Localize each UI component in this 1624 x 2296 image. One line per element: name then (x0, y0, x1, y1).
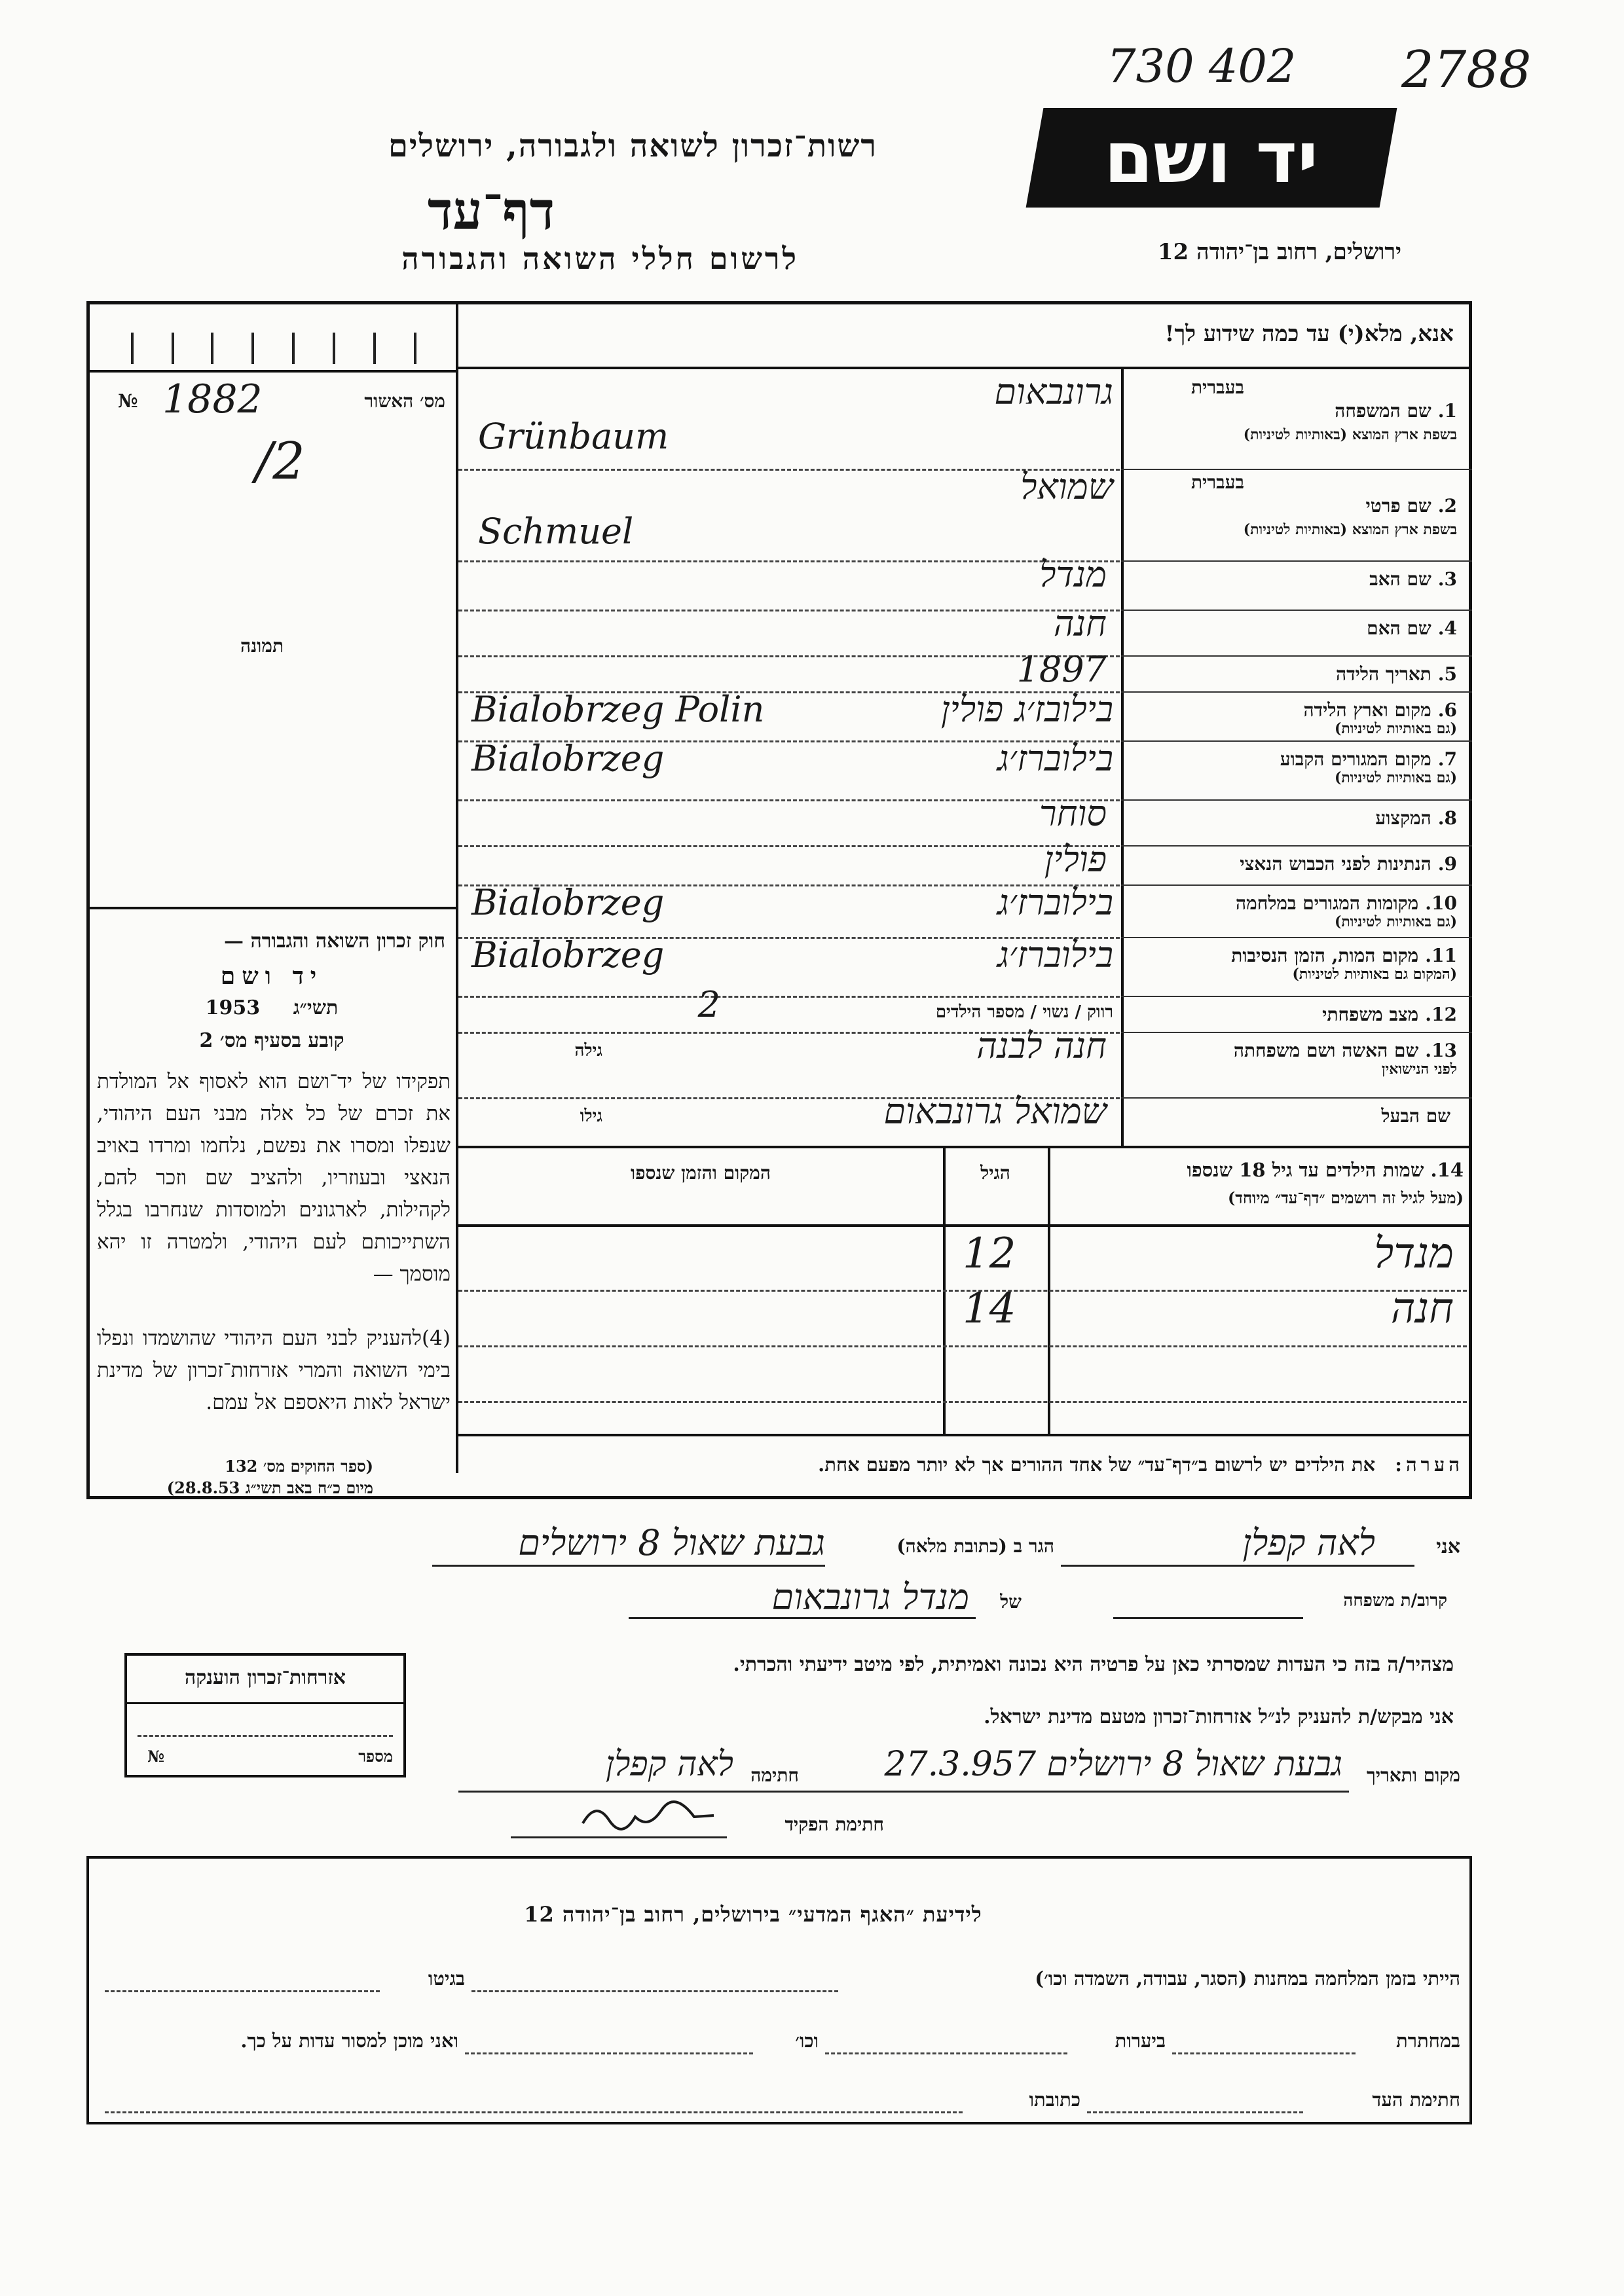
field-value: שמואל גרונבאום (883, 1091, 1107, 1132)
clerk-signature-scribble (576, 1797, 720, 1836)
marital-status-options: רווק / נשוי / מספר הילדים (935, 1002, 1113, 1022)
citizenship-title: אזרחות־זכרון הוענקה (184, 1666, 346, 1689)
field-latin-value: Schmuel (478, 511, 634, 552)
bottom-line1-ghetto: בגיטו (428, 1967, 465, 1990)
child-age: 12 (963, 1230, 1016, 1278)
field-label-text: המקצוע (1375, 807, 1431, 829)
bottom-title: לידיעת ״האגף המדעי״ בירושלים, רחוב בן־יהודה 12 (524, 1902, 982, 1927)
bottom-line3-address: כתובתו (1029, 2088, 1080, 2111)
law-year-hebrew: תשי״ג (293, 996, 339, 1019)
approval-tick (251, 333, 254, 364)
children-row-line (458, 1401, 1467, 1403)
approval-number: 1882 (162, 376, 263, 422)
field-hebrew-value: שמואל (1020, 466, 1113, 507)
clerk-signature-line (511, 1836, 727, 1838)
bottom-line2-blank1 (1172, 2052, 1356, 2054)
note-label: הערה: (1395, 1453, 1464, 1476)
children-number: 14. (1430, 1159, 1464, 1181)
approval-tick (333, 333, 335, 364)
label-row-divider (1121, 884, 1472, 886)
field-value: חנה לבנה (976, 1025, 1107, 1066)
field-label (1126, 617, 1457, 640)
field-label-text: מקום המות, הזמן הנסיבות (1231, 945, 1419, 966)
field-value: סוחר (1039, 793, 1107, 834)
children-place-header: המקום והזמן שנספו (631, 1162, 771, 1184)
field-number: 2. (1437, 495, 1457, 517)
label-row-divider (1121, 799, 1472, 801)
place-date-value: גבעת שאול 8 ירושלים 27.3.957 (884, 1745, 1342, 1784)
children-age-header: הגיל (980, 1162, 1010, 1184)
field-sublabel: (המקום גם באותיות לטיניות) (1292, 966, 1457, 983)
photo-label: תמונה (240, 635, 284, 657)
field-label (1126, 495, 1457, 517)
field-label-text: שם האב (1369, 568, 1431, 590)
field-label (1126, 663, 1457, 685)
label-row-divider (1121, 740, 1472, 742)
field-label-text: מקום וארץ הלידה (1303, 699, 1431, 721)
approval-number-label: מס׳ האשור (364, 390, 445, 412)
clerk-signature-label: חתימת הפקיד (784, 1813, 884, 1835)
handwritten-file-number: 2788 (1401, 41, 1532, 100)
field-label-text: שם האשה ושם משפחתה (1233, 1040, 1419, 1061)
declarant-name-line (1061, 1565, 1414, 1567)
field-value: 1897 (1016, 649, 1107, 690)
field-hebrew-value: בילובז׳ג פולין (940, 689, 1113, 730)
children-count-value: 2 (697, 984, 720, 1025)
form-subtitle: לרשום חללי השואה והגבורה (401, 241, 799, 276)
field-sublabel: (גם באותיות לטיניות) (1334, 913, 1457, 930)
field-label (1126, 807, 1457, 829)
field-number: 12. (1425, 1004, 1457, 1025)
citizenship-prefix: № (147, 1747, 165, 1766)
bottom-line2-etc: וכו׳ (795, 2030, 819, 2052)
field-number: 3. (1437, 568, 1457, 590)
form-title: דף־עד (427, 180, 555, 242)
bottom-line1-blank2 (105, 1990, 380, 1992)
declarant-relation-value: מנדל גרונבאום (771, 1576, 969, 1618)
field-label-text: שם האם (1367, 617, 1431, 639)
institution-address: ירושלים, רחוב בן־יהודה 12 (1157, 239, 1401, 265)
bottom-line3-blank1 (1087, 2111, 1303, 2113)
field-sublabel: לפני הנישואין (1381, 1061, 1457, 1078)
bottom-line1-text: הייתי בזמן המלחמה במחנות (הסגר, עבודה, השמדה וכו׳) (1035, 1967, 1460, 1990)
approval-tick (414, 333, 416, 364)
instruction-divider (458, 367, 1472, 369)
field-label-text: הנתינות לפני הכבוש הנאצי (1240, 853, 1431, 875)
bottom-line3-witness-signature: חתימת העד (1372, 2088, 1460, 2111)
field-label (1126, 699, 1457, 721)
law-body-continued: (4)להעניק לבני העם היהודי שהושמדו ונפלו בימי השואה והמרי אזרחות־זכרון של מדינת ישראל לאות היאספם אל עמם. (97, 1326, 451, 1414)
field-number: 9. (1437, 853, 1457, 875)
bottom-line2-blank3 (465, 2052, 753, 2054)
label-row-divider (1121, 996, 1472, 997)
place-date-label: מקום ותאריך (1366, 1764, 1460, 1786)
field-label (1126, 1004, 1457, 1026)
label-row-divider (1121, 655, 1472, 657)
citizenship-line (138, 1735, 393, 1737)
label-row-divider (1121, 937, 1472, 938)
children-top-border (456, 1146, 1472, 1148)
bottom-line2-forests: ביערות (1115, 2030, 1166, 2052)
declarant-relation-label: קרוב/ת משפחה (1343, 1591, 1447, 1611)
bottom-line2-testimony: ואני מוכן למסור עדות על כך. (240, 2030, 458, 2052)
child-age: 14 (963, 1285, 1016, 1333)
declarant-address: גבעת שאול 8 ירושלים (518, 1522, 825, 1563)
field-number: 4. (1437, 617, 1457, 639)
children-note-border (456, 1434, 1472, 1436)
law-body: תפקידו של יד־ושם הוא לאסוף אל המולדת את זכרם של כל אלה מבני העם היהודי, שנפלו ומסרו את נפשם, נלחמו ומרדו באויב הנאצי ובעוזריו, ולהציב שם וזכר להם, לקהילות, לארגונים ולמוסדות שנחרבו בגלל השתייכותם לעם היהודי, ולמטרה זו יהא מוסמך — (97, 1070, 451, 1286)
children-note (465, 1453, 1464, 1476)
declarant-request: אני מבקש/ת להעניק לנ״ל אזרחות־זכרון מטעם מדינת ישראל. (984, 1705, 1454, 1728)
field-label (1126, 853, 1457, 875)
note-text: את הילדים יש לרשום ב״דף־עד״ של אחד ההורים אך לא יותר מפעם אחת. (818, 1453, 1376, 1476)
declarant-relation-line (1113, 1617, 1303, 1619)
declarant-i-label: אני (1436, 1535, 1460, 1558)
field-hebrew-label: בעברית (1190, 471, 1244, 493)
field-row-line (458, 996, 1120, 998)
field-label (1126, 1040, 1457, 1062)
law-year-number: 1953 (205, 996, 261, 1019)
field-value: מנדל (1039, 554, 1107, 595)
approval-divider (86, 370, 458, 373)
declarant-relation-value-line (629, 1617, 976, 1619)
approval-tick (373, 333, 376, 364)
field-latin-value: Bialobrzeg (471, 934, 665, 975)
declarant-declaration: מצהיר/ה בזה כי העדות שמסרתי כאן על פרטיה היא נכונה ואמיתית, לפי מיטב ידיעתי והכרתי. (733, 1653, 1454, 1676)
declarant-address-line (432, 1565, 825, 1567)
label-row-divider (1121, 610, 1472, 611)
bottom-line1-blank (471, 1990, 838, 1992)
law-footnote-date: מיום כ״ח באב תשי״ג 28.8.53) (166, 1478, 373, 1497)
field-latin-value: Bialobrzeg Polin (471, 689, 765, 730)
field-value: חנה (1053, 603, 1107, 644)
label-row-divider (1121, 1097, 1472, 1099)
field-number: 6. (1437, 699, 1457, 721)
field-sublabel: בשפת ארץ המוצא (באותיות לטיניות) (1243, 426, 1457, 443)
label-row-divider (1121, 560, 1472, 562)
field-label-divider (1121, 367, 1124, 1146)
field-label-text: שם פרטי (1365, 495, 1431, 517)
field-label (1126, 400, 1457, 422)
field-label (1126, 945, 1457, 967)
field-latin-value: Bialobrzeg (471, 882, 665, 923)
field-label-text: מצב משפחתי (1322, 1004, 1419, 1025)
label-row-divider (1121, 691, 1472, 693)
signature-label: חתימה (750, 1764, 799, 1786)
field-label (1126, 568, 1457, 591)
label-row-divider (1121, 469, 1472, 470)
approval-tick (172, 333, 174, 364)
declarant-of-label: של (1000, 1591, 1022, 1613)
field-number: 13. (1425, 1040, 1457, 1061)
children-title: שמות הילדים עד גיל 18 שנספו (1187, 1159, 1424, 1181)
approval-tick (131, 333, 134, 364)
field-value: פולין (1044, 839, 1107, 880)
photo-divider (86, 907, 458, 909)
law-year (98, 996, 445, 1019)
bottom-line3-blank2 (105, 2111, 963, 2113)
approval-number-prefix: № (118, 390, 138, 412)
field-sublabel: (גם באותיות לטיניות) (1334, 769, 1457, 786)
law-title: חוק זכרון השואה והגבורה — (224, 930, 445, 953)
approval-number-sub: /2 (255, 432, 305, 491)
age-label: גילה (574, 1041, 602, 1061)
field-label-text: מקום המגורים הקבוע (1280, 748, 1431, 770)
field-hebrew-value: בילוברז׳ג (997, 882, 1113, 923)
label-row-divider (1121, 1032, 1472, 1033)
law-logo: יד ושם (220, 962, 323, 990)
declarant-signature: לאה קפלן (605, 1745, 733, 1784)
field-label-text: שם המשפחה (1335, 400, 1431, 422)
logo-text: יד ושם (1104, 117, 1319, 199)
field-sublabel: (גם באותיות לטיניות) (1334, 720, 1457, 737)
field-sublabel: בשפת ארץ המוצא (באותיות לטיניות) (1243, 521, 1457, 538)
label-row-divider (1121, 845, 1472, 847)
handwritten-reference-number: 730 402 (1107, 39, 1297, 93)
approval-tick (211, 333, 213, 364)
age-label: גילו (580, 1106, 602, 1126)
place-date-line (458, 1791, 1349, 1793)
declarant-name: לאה קפלן (1242, 1522, 1375, 1563)
field-number: 7. (1437, 748, 1457, 770)
child-name: חנה (1390, 1285, 1454, 1333)
children-header-border (456, 1224, 1472, 1227)
field-hebrew-value: בילוברז׳ג (997, 738, 1113, 779)
field-label (1126, 748, 1457, 771)
law-footnote: (ספר החוקים מס׳ 132 (225, 1457, 373, 1476)
field-number: 10. (1425, 892, 1457, 914)
field-number: 11. (1425, 945, 1457, 966)
field-latin-value: Grünbaum (478, 416, 669, 457)
bottom-line2-underground: במחתרת (1396, 2030, 1460, 2052)
yad-vashem-logo (1026, 108, 1397, 208)
citizenship-number-label: מספר (358, 1747, 393, 1766)
left-column-divider (456, 301, 458, 1473)
field-label-text: תאריך הלידה (1335, 663, 1431, 685)
field-number: 5. (1437, 663, 1457, 685)
field-number: 1. (1437, 400, 1457, 422)
declarant-resident-label: הגר ב (כתובת מלאה) (896, 1535, 1054, 1557)
children-row-line (458, 1345, 1467, 1347)
field-hebrew-value: גרונבאום (994, 371, 1113, 412)
approval-tick (292, 333, 295, 364)
children-label (1051, 1159, 1464, 1182)
bottom-line2-blank2 (825, 2052, 1067, 2054)
field-number: 8. (1437, 807, 1457, 829)
children-sublabel: (מעל לגיל זה רושמים ״דף־עד״ מיוחד) (1227, 1188, 1464, 1207)
authority-name: רשות־זכרון לשואה ולגבורה, ירושלים (388, 128, 877, 164)
field-label-text: מקומות המגורים במלחמה (1236, 892, 1419, 914)
field-hebrew-value: בילוברז׳ג (997, 934, 1113, 975)
field-latin-value: Bialobrzeg (471, 738, 665, 779)
field-label (1126, 892, 1457, 915)
field-hebrew-label: בעברית (1190, 376, 1244, 398)
instruction-text: אנא, מלא(י) עד כמה שידוע לך! (1164, 321, 1454, 347)
field-label (1126, 1105, 1457, 1127)
law-clause: קובע בסעיף מס׳ 2 (199, 1029, 344, 1052)
field-label-text: שם הבעל (1381, 1105, 1450, 1127)
citizenship-divider (124, 1702, 406, 1704)
child-name: מנדל (1374, 1230, 1454, 1278)
